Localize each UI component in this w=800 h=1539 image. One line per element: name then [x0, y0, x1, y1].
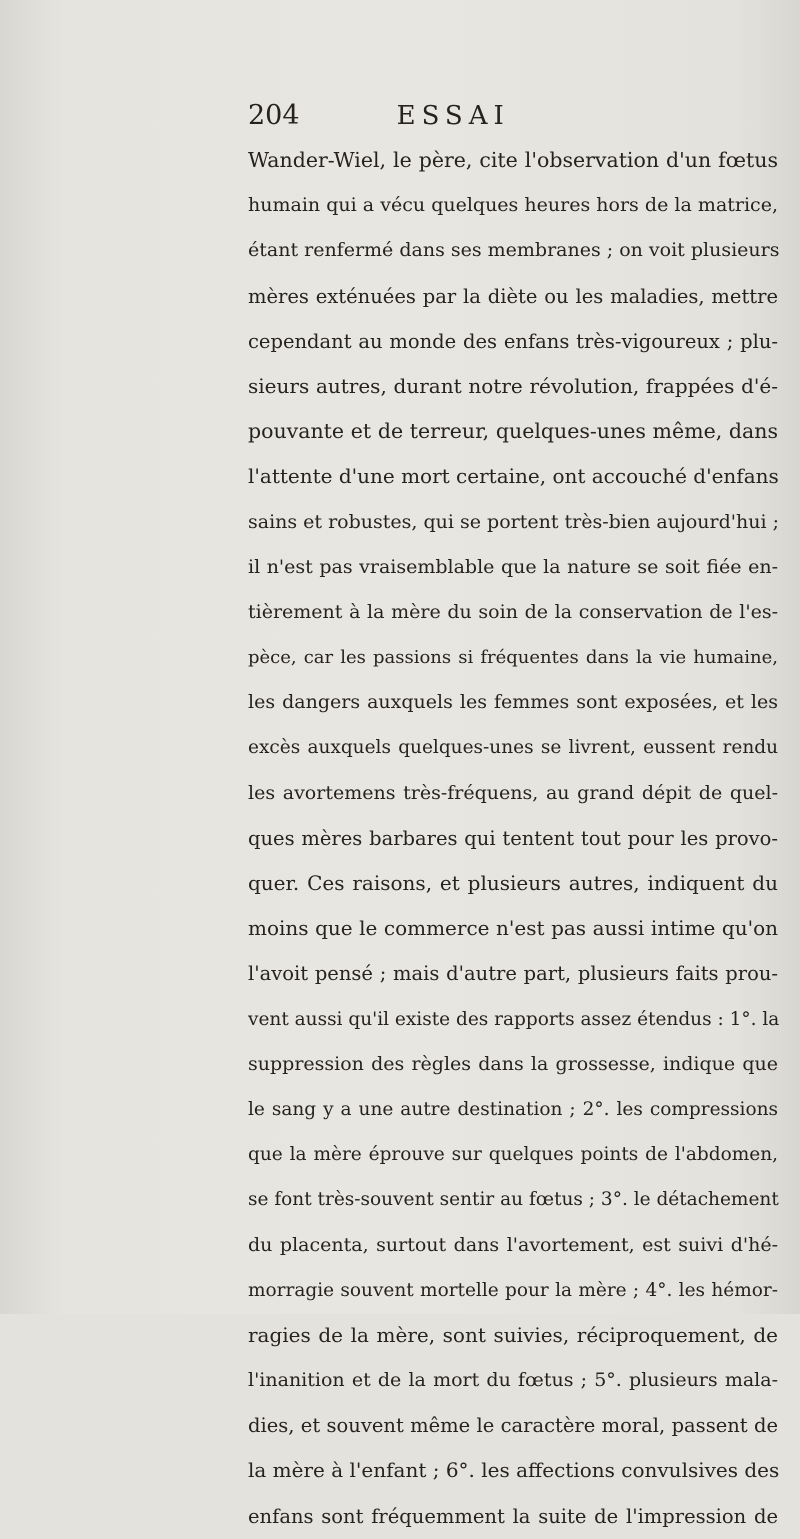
text-line: la mère à l'enfant ; 6°. les affections convulsives des: [248, 1458, 780, 1483]
text-line: enfans sont fréquemment la suite de l'impression de: [248, 1504, 778, 1528]
text-line: pouvante et de terreur, quelques-unes même, dans: [248, 419, 778, 444]
text-line: cependant au monde des enfans très-vigoureux ; plu-: [248, 329, 778, 353]
text-line: excès auxquels quelques-unes se livrent, eussent rendu: [248, 737, 778, 759]
text-line: il n'est pas vraisemblable que la nature se soit fiée en-: [248, 555, 778, 578]
text-line: Wander-Wiel, le père, cite l'observation d'un fœtus: [248, 148, 778, 172]
text-line: le sang y a une autre destination ; 2°. les compressions: [248, 1098, 778, 1120]
text-line: l'attente d'une mort certaine, ont accouché d'enfans: [248, 464, 779, 489]
text-line: tièrement à la mère du soin de la conservation de l'es-: [248, 600, 778, 623]
text-line: dies, et souvent même le caractère moral, passent de: [248, 1414, 778, 1438]
text-line: morragie souvent mortelle pour la mère ; 4°. les hémor-: [248, 1279, 778, 1301]
text-line: quer. Ces raisons, et plusieurs autres, indiquent du: [248, 871, 778, 895]
text-line: se font très-souvent sentir au fœtus ; 3°. le détachement: [248, 1189, 779, 1211]
text-line: les dangers auxquels les femmes sont exposées, et les: [248, 691, 778, 714]
body-text: [248, 138, 778, 1539]
page-header: [248, 98, 768, 134]
running-title: ESSAI: [396, 101, 510, 131]
text-line: les avortemens très-fréquens, au grand dépit de quel-: [248, 781, 778, 804]
text-line: mères exténuées par la diète ou les maladies, mettre: [248, 284, 778, 308]
text-line: humain qui a vécu quelques heures hors de la matrice,: [248, 194, 778, 217]
text-line: suppression des règles dans la grossesse, indique que: [248, 1052, 778, 1075]
page-number: 204: [248, 100, 300, 131]
text-line: l'inanition et de la mort du fœtus ; 5°. plusieurs mala-: [248, 1369, 778, 1392]
text-line: sains et robustes, qui se portent très-bien aujourd'hui ;: [248, 510, 779, 533]
text-line: l'avoit pensé ; mais d'autre part, plusieurs faits prou-: [248, 962, 778, 986]
text-line: ques mères barbares qui tentent tout pour les provo-: [248, 826, 778, 850]
text-line: ragies de la mère, sont suivies, réciproquement, de: [248, 1322, 778, 1347]
text-line: pèce, car les passions si fréquentes dans la vie humaine,: [248, 647, 778, 669]
text-line: sieurs autres, durant notre révolution, frappées d'é-: [248, 373, 778, 398]
text-line: étant renfermé dans ses membranes ; on voit plusieurs: [248, 239, 780, 262]
text-line: vent aussi qu'il existe des rapports assez étendus : 1°. la: [248, 1008, 780, 1030]
text-line: moins que le commerce n'est pas aussi intime qu'on: [248, 916, 778, 941]
text-line: que la mère éprouve sur quelques points de l'abdomen,: [248, 1144, 778, 1166]
text-line: du placenta, surtout dans l'avortement, est suivi d'hé-: [248, 1233, 778, 1256]
